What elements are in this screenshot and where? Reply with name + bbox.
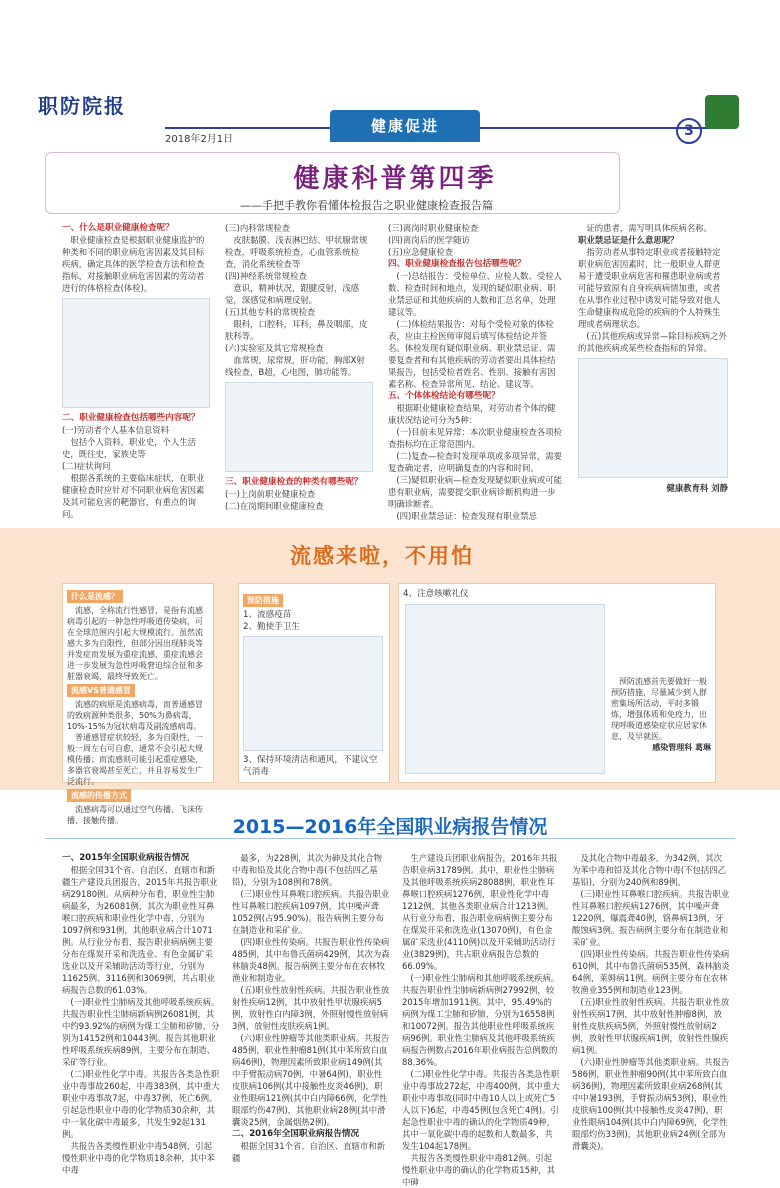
paragraph: 证的患者，需写明具体疾病名称。 [586,223,713,233]
paragraph: 流感的病原是流感病毒，而普通感冒的致病源种类很多，50%为鼻病毒，10%-15%为冠状病毒及副流感病毒。 [67,700,203,731]
question-heading: 二、职业健康检查包括哪些内容呢？ [62,413,200,423]
page-number: 3 [676,118,702,144]
paragraph: (五)职业性放射性疾病。共报告职业性放射性疾病17例，其中放射性肿瘤8例，放射性皮肤疾病5例，外照射慢性放射病2例，放射性甲状腺疾病1例，放射性性腺疾病1例。 [572,997,730,1055]
paragraph: (四)职业性传染病。共报告职业性传染病610例，其中布鲁氏菌病535例，森林脑炎64例，莱姆病11例。病例主要分布在农林牧渔业355例和制造业123例。 [572,949,730,995]
tag-label: 什么是流感？ [67,590,123,603]
report-column-1 [62,852,220,1175]
paragraph: (二)职业性化学中毒。共报告各类急性职业中毒事故272起，中毒400例，其中重大职业中毒事故(同时中毒10人以上或死亡5人以下)6起，中毒45例(包含死亡4例)。引起急性职业中毒的确认的化学物质49种，其中一氧化碳中毒的起数和人数最多，共发生104起178例。 [402,1069,560,1151]
flu-prevention-box [238,583,390,783]
paragraph: (三)职业性耳鼻喉口腔疾病。共报告职业性耳鼻喉口腔疾病1276例，其中噪声聋1220例，爆震聋40例，铬鼻病13例，牙酸蚀病3例。报告病例主要分布在制造业和采矿业。 [572,889,730,947]
paragraph: (一)上岗前职业健康检查 [225,489,316,499]
paragraph: (四)离岗后的医学随访 [388,235,470,245]
report-column-4 [572,852,730,1150]
cough-etiquette-illustration [405,604,605,774]
paragraph: (五)其他专科的常规检查 [225,307,316,317]
paragraph: (五)应急健康检查 [388,247,454,257]
workers-illustration [62,298,210,408]
paragraph: (四)神经系统常规检查 [225,271,307,281]
paragraph: (六)职业性肿瘤等其他类职业病。共报告485例，职业性肿瘤81例(其中苯所致白血病46例)，物理因素所致职业病149例(其中手臂振动病70例，中暑64例)，职业性皮肤病106例(其中接触性皮炎46例)，职业性眼病121例(其中白内障66例，化学性眼部灼伤47例)，其他职业病28例(其中滑囊炎25例，金属烟热2例)。 [232,1033,390,1127]
paragraph: (一)职业性尘肺病和其他呼吸系统疾病。共报告职业性尘肺病新病例27992例，较2015年增加1911例。其中，95.49%的病例为煤工尘肺和矽肺，分别为16558例和10072例。报告其他职业性呼吸系统疾病96例。职业性尘肺病及其他呼吸系统疾病报告例数占2016年职业病报告总例数的88.36%。 [402,973,560,1067]
paragraph: (二)体检结果报告：对每个受检对象的体检表，应由主检医师审阅后填写体检结论并签名。体检发现有疑似职业病、职业禁忌证、需要复查者和有其他疾病的劳动者要出具体检结果报告，包括受检者姓名、性别、接触有害因素名称、检查异常所见、结论、建议等。 [388,319,556,389]
article-column-2 [225,222,373,522]
flu-cough-box [398,583,716,783]
report-heading: 一、2015年全国职业病报告情况 [62,853,190,863]
paragraph: (二)职业性化学中毒。共报告各类急性职业中毒事故260起，中毒383例，其中重大职业中毒事故7起，中毒37例，死亡6例。引起急性职业中毒的化学物质30余种，其中一氧化碳中毒最多，共发生92起131例。 [62,1069,220,1139]
paragraph: 根据全国31个省、自治区、直辖市和新疆 [232,1141,386,1163]
paragraph: 职业禁忌证是什么意思呢？ [578,235,679,245]
question-heading: 五、个体体检结论有哪些呢？ [388,391,500,401]
paragraph: (一)职业性尘肺病及其他呼吸系统疾病。共报告职业性尘肺病新病例26081例，其中约93.92%的病例为煤工尘肺和矽肺，分别为14152例和10443例。报告其他职业性呼吸系统疾病89例，主要分布在制造、采矿等行业。 [62,997,220,1067]
handwashing-illustration [243,636,383,751]
report-title: 2015—2016年全国职业病报告情况 [232,816,548,838]
paragraph: 最多，为228例，其次为砷及其化合物中毒和铅及其化合物中毒(不包括四乙基铅)，分别为108例和78例。 [232,853,382,887]
masthead [0,0,780,145]
prevention-step: 4、注意咳嗽礼仪 [403,589,469,599]
tag-label: 流感VS普通感冒 [67,684,135,697]
report-heading: 二、2016年全国职业病报告情况 [232,1129,360,1139]
issue-date: 2018年2月1日 [165,134,234,145]
article-column-1 [62,222,210,522]
paragraph: 眼科，口腔科，耳科，鼻及咽部，皮肤科等。 [225,319,368,341]
paragraph: (一)总结报告：受检单位、应检人数、受检人数、检查时间和地点，发现的疑似职业病、职业禁忌证和其他疾病的人数和汇总名单，处理建议等。 [388,271,563,317]
paragraph: 意识，精神状况，跟腱反射，浅感觉，深感觉和病理反射。 [225,283,360,305]
paragraph: 及其化合物中毒最多，为342例，其次为苯中毒和铅及其化合物中毒(不包括四乙基铅)，分别为240例和89例。 [572,853,727,887]
paragraph: (五)职业性放射性疾病。共报告职业性放射性疾病12例，其中放射性甲状腺疾病5例，放射性白内障3例，外照射慢性放射病3例，放射性皮肤疾病1例。 [232,985,390,1031]
author-credit: 感染管理科 葛琳 [652,743,711,752]
flu-note [611,676,711,780]
author-credit: 健康教育科 刘静 [666,483,728,493]
question-heading: 四、职业健康检查报告包括哪些呢？ [388,259,526,269]
report-rule [45,838,735,839]
paragraph: 皮肤黏膜、浅表淋巴结、甲状腺常规检查，呼吸系统检查，心血管系统检查，消化系统检查等 [225,235,368,269]
headline: 健康科普第四季 [293,164,497,194]
paragraph: 职业健康检查是根据职业健康监护的种类和不同的职业病危害因素及其目标疾病，确定具体的医学检查方法和检查指标，对接触职业病危害因素的劳动者进行的体格检查(体检)。 [62,235,205,293]
prevention-step: 1、流感疫苗 [243,610,292,620]
paragraph: (三)内科常规检查 [225,223,291,233]
article-column-3 [388,222,563,522]
headline-subtitle: ——手把手教你看懂体检报告之职业健康检查报告篇 [240,199,493,212]
newspaper-name: 职防院报 [38,94,126,118]
paragraph: (三)职业性耳鼻喉口腔疾病。共报告职业性耳鼻喉口腔疾病1097例，其中噪声聋1052例(占95.90%)。报告病例主要分布在制造业和采矿业。 [232,889,390,935]
paragraph: 根据全国31个省、自治区、直辖市和新疆生产建设兵团报告，2015年共报告职业病29180例。从病种分布看，职业性尘肺病最多，为26081例，其次为职业性耳鼻喉口腔疾病和职业性化学中毒，分别为1097例和931例，其他职业病合计1071例。从行业分布看，报告职业病病例主要分布在煤炭开采和洗选业、有色金属矿采选业以及开采辅助活动等行业，分别为11625例、3116例和3069例，共占职业病报告总数的61.03%。 [62,865,218,995]
question-heading: 三、职业健康检查的种类有哪些呢？ [225,477,363,487]
report-column-3 [402,852,560,1187]
paragraph: (二)在岗期间职业健康检查 [225,501,324,511]
paragraph: 生产建设兵团职业病报告，2016年共报告职业病31789例。其中，职业性尘肺病及其他呼吸系统疾病28088例，职业性耳鼻喉口腔疾病1276例，职业性化学中毒1212例，其他各类职业病合计1213例。从行业分布看，报告职业病病例主要分布在煤炭开采和洗选业(13070例)，有色金属矿采选业(4110例)以及开采辅助活动行业(3829例)，共占职业病报告总数的66.09%。 [402,853,558,971]
paragraph: (一)目前未见异常：本次职业健康检查各项检查指标均在正常范围内。 [388,427,563,449]
paragraph: (四)职业禁忌证：检查发现有职业禁忌 [396,511,537,521]
article-column-4 [578,222,728,522]
question-heading: 一、什么是职业健康检查呢？ [62,223,174,233]
paragraph: (一)劳动者个人基本信息资料 [62,425,170,435]
paragraph: (六)职业性肿瘤等其他类职业病。共报告586例，职业性肿瘤90例(其中苯所致白血病36例)，物理因素所致职业病268例(其中中暑193例，手臂振动病53例)，职业性皮肤病100例(其中接触性皮炎47例)，职业性眼病104例(其中白内障69例，化学性眼部灼伤33例)，其他职业病24例(全部为滑囊炎)。 [572,1057,730,1151]
paragraph: (二)症状询问 [62,461,111,471]
paragraph: 血常规，尿常规，肝功能，胸部X射线检查，B超，心电图，肺功能等。 [225,355,365,377]
paragraph: 共报告各类慢性职业中毒548例，引起慢性职业中毒的化学物质18余种，其中苯中毒 [62,1141,216,1175]
paragraph: 流感，全称流行性感冒，是指有流感病毒引起的一种急性呼吸道传染病，可在全球范围内引起大规模流行。虽然流感大多为自限性，但部分因出现肺炎等并发症而发展为重症流感，重症流感会进一步发展为急性呼吸窘迫综合征和多脏器衰竭，最终导致死亡。 [67,606,203,681]
paragraph: 共报告各类慢性职业中毒812例。引起慢性职业中毒的确认的化学物质15种，其中砷 [402,1153,556,1187]
paragraph: 预防流感首先要做好一般预防措施，尽量减少到人群密集场所活动，平时多锻炼，增强体质和免疫力，出现呼吸道感染症状应居家休息，及早就医。 [611,677,707,741]
prevention-step: 2、勤使手卫生 [243,622,301,632]
paragraph: (二)复查—检查时发现单项或多项异常，需要复查确定者，应明确复查的内容和时间。 [388,451,563,473]
paragraph: 根据职业健康检查结果，对劳动者个体的健康状况结论可分为5种： [388,403,556,425]
tag-label: 流感的传播方式 [67,789,131,802]
tag-label: 预防措施 [243,594,283,607]
paragraph: (三)疑似职业病—检查发现疑似职业病或可能患有职业病，需要提交职业病诊断机构进一步明确诊断者。 [388,475,563,509]
report-column-2 [232,852,390,1163]
paragraph: 普通感冒症状较轻，多为自限性，一般一周左右可自愈，通常不会引起大规模传播；而流感则可能引起重症感染，多器官衰竭甚至死亡，并且容易发生广泛流行。 [67,733,203,786]
paragraph: (四)职业性传染病。共报告职业性传染病485例，其中布鲁氏菌病429例，其次为森林脑炎48例。报告病例主要分布在农林牧渔业和制造业。 [232,937,390,983]
paragraph: 指劳动者从事特定职业或者接触特定职业病危害因素时，比一般职业人群更易于遭受职业病危害和罹患职业病或者可能导致原有自身疾病病情加重，或者在从事作业过程中诱发可能导致对他人生命健康构成危险的疾病的个人特殊生理或者病理状态。 [578,247,721,329]
doctor-illustration [225,382,373,472]
paragraph: (五)其他疾病或异常—除目标疾病之外的其他疾病或某些检查指标的异常。 [578,331,727,353]
paragraph: (六)实验室及其它常规检查 [225,343,324,353]
hospital-logo-icon [705,95,739,129]
section-title: 健康促进 [330,110,480,142]
paragraph: (三)离岗时职业健康检查 [388,223,479,233]
flu-info-box [62,583,214,825]
paragraph: 包括个人资料，职业史，个人生活史，既往史，家族史等 [62,437,197,459]
paragraph: 根据各系统的主要临床症状，在职业健康检查时应针对不同职业病危害因素及其可能危害的靶器官，有重点的询问。 [62,473,205,519]
prevention-step: 3、保持环境清洁和通风，不建议空气消毒 [243,755,378,777]
occupational-disease-illustration [578,358,728,478]
paragraph: 流感病毒可以通过空气传播、飞沫传播、接触传播。 [67,805,203,825]
flu-title: 流感来啦，不用怕 [290,543,474,568]
